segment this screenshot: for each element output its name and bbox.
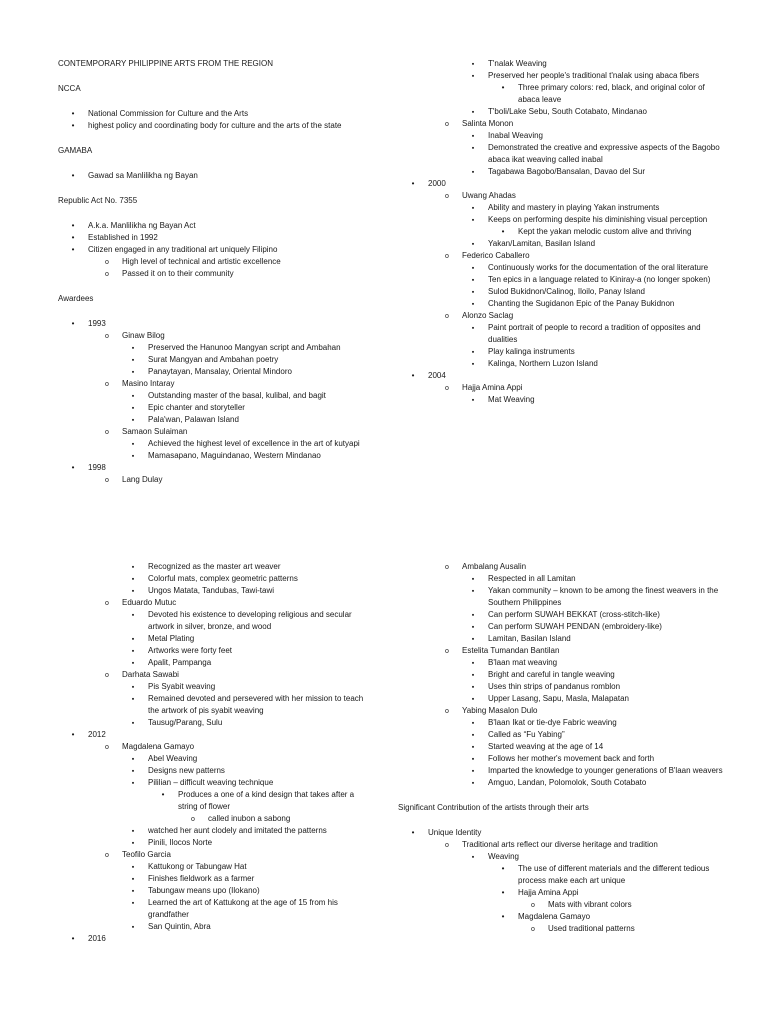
awardees-heading: Awardees — [58, 294, 94, 303]
artist-item: o Ginaw Bilog — [58, 330, 374, 342]
list-item: ▪ B'laan Ikat or tie-dye Fabric weaving — [398, 717, 728, 729]
list-item: • Three primary colors: red, black, and original color of abaca leave — [398, 82, 728, 106]
artist-item: o Eduardo Mutuc — [58, 597, 374, 609]
list-item: ▪ Continuously works for the documentation of the oral literature — [398, 262, 728, 274]
list-item: ▪ Upper Lasang, Sapu, Masla, Malapatan — [398, 693, 728, 705]
list-item: ▪ Keeps on performing despite his diminishing visual perception — [398, 214, 728, 226]
list-item: • Citizen engaged in any traditional art uniquely Filipino — [58, 244, 374, 256]
list-item: ▪ Ten epics in a language related to Kiniray-a (no longer spoken) — [398, 274, 728, 286]
list-item: ▪ Kalinga, Northern Luzon Island — [398, 358, 728, 370]
document-title: CONTEMPORARY PHILIPPINE ARTS FROM THE REGION — [58, 59, 274, 68]
list-item: • Gawad sa Manlilikha ng Bayan — [58, 170, 374, 182]
artist-item: o Uwang Ahadas — [398, 190, 728, 202]
artist-item: o Samaon Sulaiman — [58, 426, 374, 438]
column-top-left — [58, 58, 374, 486]
list-item: ▪ Chanting the Sugidanon Epic of the Panay Bukidnon — [398, 298, 728, 310]
awardees-list-page2 — [58, 561, 374, 945]
list-item: ▪ Finishes fieldwork as a farmer — [58, 873, 374, 885]
artist-item: o Teofilo Garcia — [58, 849, 374, 861]
artist-item: o Yabing Masalon Dulo — [398, 705, 728, 717]
column-bottom-right — [398, 561, 728, 935]
list-item: ▪ Apalit, Pampanga — [58, 657, 374, 669]
list-item: • Produces a one of a kind design that takes after a string of flower — [58, 789, 374, 813]
artist-item: o Estelita Tumandan Bantilan — [398, 645, 728, 657]
artist-item: o Hajja Amina Appi — [398, 382, 728, 394]
list-item: ▪ Yakan community – known to be among the finest weavers in the Southern Philippines — [398, 585, 728, 609]
awardees-list — [58, 318, 374, 486]
contribution-list — [398, 827, 728, 935]
list-item: ▪ Preserved the Hanunoo Mangyan script and Ambahan — [58, 342, 374, 354]
awardees-list-page2-continued — [398, 561, 728, 789]
list-item: ▪ Demonstrated the creative and expressive aspects of the Bagobo abaca ikat weaving called inabal — [398, 142, 728, 166]
year-item: • 2004 — [398, 370, 728, 382]
list-item: ▪ Metal Plating — [58, 633, 374, 645]
list-item: ▪ Can perform SUWAH BEKKAT (cross-stitch-like) — [398, 609, 728, 621]
list-item: ▪ San Quintin, Abra — [58, 921, 374, 933]
significant-contribution-heading: Significant Contribution of the artists through their arts — [398, 803, 589, 812]
artist-item: o Salinta Monon — [398, 118, 728, 130]
list-item: o High level of technical and artistic excellence — [58, 256, 374, 268]
year-item: • 2000 — [398, 178, 728, 190]
artist-item: o Lang Dulay — [58, 474, 374, 486]
list-item: ▪ Surat Mangyan and Ambahan poetry — [58, 354, 374, 366]
artist-item: o Alonzo Saclag — [398, 310, 728, 322]
ncca-heading: NCCA — [58, 84, 81, 93]
list-item: o Mats with vibrant colors — [398, 899, 728, 911]
list-item: • highest policy and coordinating body for culture and the arts of the state — [58, 120, 374, 132]
list-item: ▪ Learned the art of Kattukong at the age of 15 from his grandfather — [58, 897, 374, 921]
list-item: ▪ Remained devoted and persevered with her mission to teach the artwork of pis syabit weaving — [58, 693, 374, 717]
list-item: ▪ Yakan/Lamitan, Basilan Island — [398, 238, 728, 250]
artist-item: o Federico Caballero — [398, 250, 728, 262]
list-item: • Magdalena Gamayo — [398, 911, 728, 923]
list-item: ▪ Inabal Weaving — [398, 130, 728, 142]
list-item: ▪ Preserved her people's traditional t'nalak using abaca fibers — [398, 70, 728, 82]
artist-item: o Masino Intaray — [58, 378, 374, 390]
list-item: ▪ Respected in all Lamitan — [398, 573, 728, 585]
list-item: • Hajja Amina Appi — [398, 887, 728, 899]
list-item: ▪ Started weaving at the age of 14 — [398, 741, 728, 753]
year-item: • 1993 — [58, 318, 374, 330]
awardees-list-continued — [398, 58, 728, 406]
ncca-list — [58, 108, 374, 132]
list-item: o called inubon a sabong — [58, 813, 374, 825]
list-item: ▪ Abel Weaving — [58, 753, 374, 765]
republic-act-heading: Republic Act No. 7355 — [58, 196, 138, 205]
list-item: ▪ Pala'wan, Palawan Island — [58, 414, 374, 426]
list-item: ▪ Tausug/Parang, Sulu — [58, 717, 374, 729]
artist-item: o Magdalena Gamayo — [58, 741, 374, 753]
list-item: ▪ Panaytayan, Mansalay, Oriental Mindoro — [58, 366, 374, 378]
list-item: ▪ Colorful mats, complex geometric patterns — [58, 573, 374, 585]
list-item: ▪ Artworks were forty feet — [58, 645, 374, 657]
year-item: • 2012 — [58, 729, 374, 741]
artist-item: o Darhata Sawabi — [58, 669, 374, 681]
list-item: ▪ Imparted the knowledge to younger generations of B'laan weavers — [398, 765, 728, 777]
list-item: ▪ Weaving — [398, 851, 728, 863]
list-item: ▪ Mamasapano, Maguindanao, Western Mindanao — [58, 450, 374, 462]
list-item: • National Commission for Culture and the Arts — [58, 108, 374, 120]
list-item: ▪ Can perform SUWAH PENDAN (embroidery-like) — [398, 621, 728, 633]
list-item: ▪ Sulod Bukidnon/Calinog, Iloilo, Panay Island — [398, 286, 728, 298]
artist-item: o Ambalang Ausalin — [398, 561, 728, 573]
republic-act-list — [58, 220, 374, 280]
list-item: ▪ Designs new patterns — [58, 765, 374, 777]
list-item: ▪ Pililian – difficult weaving technique — [58, 777, 374, 789]
list-item: ▪ Play kalinga instruments — [398, 346, 728, 358]
list-item: ▪ T'nalak Weaving — [398, 58, 728, 70]
list-item: ▪ Kattukong or Tabungaw Hat — [58, 861, 374, 873]
list-item: ▪ Devoted his existence to developing religious and secular artwork in silver, bronze, and wood — [58, 609, 374, 633]
list-item: ▪ Follows her mother's movement back and forth — [398, 753, 728, 765]
list-item: • Established in 1992 — [58, 232, 374, 244]
list-item: • A.k.a. Manlilikha ng Bayan Act — [58, 220, 374, 232]
list-item: ▪ Lamitan, Basilan Island — [398, 633, 728, 645]
list-item: ▪ Achieved the highest level of excellence in the art of kutyapi — [58, 438, 374, 450]
list-item: ▪ Bright and careful in tangle weaving — [398, 669, 728, 681]
list-item: ▪ watched her aunt clodely and imitated the patterns — [58, 825, 374, 837]
column-top-right — [398, 58, 728, 406]
list-item: ▪ Pinili, Ilocos Norte — [58, 837, 374, 849]
list-item: ▪ Pis Syabit weaving — [58, 681, 374, 693]
gamaba-list — [58, 170, 374, 182]
list-item: ▪ B'laan mat weaving — [398, 657, 728, 669]
list-item: ▪ Epic chanter and storyteller — [58, 402, 374, 414]
list-item: ▪ Tagabawa Bagobo/Bansalan, Davao del Sur — [398, 166, 728, 178]
column-bottom-left — [58, 561, 374, 945]
list-item: ▪ Called as “Fu Yabing” — [398, 729, 728, 741]
list-item: o Used traditional patterns — [398, 923, 728, 935]
list-item: ▪ Amguo, Landan, Polomolok, South Cotabato — [398, 777, 728, 789]
list-item: ▪ T'boli/Lake Sebu, South Cotabato, Mindanao — [398, 106, 728, 118]
list-item: ▪ Ability and mastery in playing Yakan instruments — [398, 202, 728, 214]
list-item: • Kept the yakan melodic custom alive and thriving — [398, 226, 728, 238]
list-item: ▪ Ungos Matata, Tandubas, Tawi-tawi — [58, 585, 374, 597]
gamaba-heading: GAMABA — [58, 146, 93, 155]
list-item: • The use of different materials and the different tedious process make each art unique — [398, 863, 728, 887]
list-item: ▪ Recognized as the master art weaver — [58, 561, 374, 573]
list-item: o Passed it on to their community — [58, 268, 374, 280]
year-item: • 1998 — [58, 462, 374, 474]
list-item: ▪ Tabungaw means upo (Ilokano) — [58, 885, 374, 897]
year-item: • 2016 — [58, 933, 374, 945]
list-item: ▪ Mat Weaving — [398, 394, 728, 406]
list-item: • Unique Identity — [398, 827, 728, 839]
list-item: ▪ Uses thin strips of pandanus romblon — [398, 681, 728, 693]
list-item: ▪ Outstanding master of the basal, kulibal, and bagit — [58, 390, 374, 402]
list-item: ▪ Paint portrait of people to record a tradition of opposites and dualities — [398, 322, 728, 346]
list-item: o Traditional arts reflect our diverse heritage and tradition — [398, 839, 728, 851]
